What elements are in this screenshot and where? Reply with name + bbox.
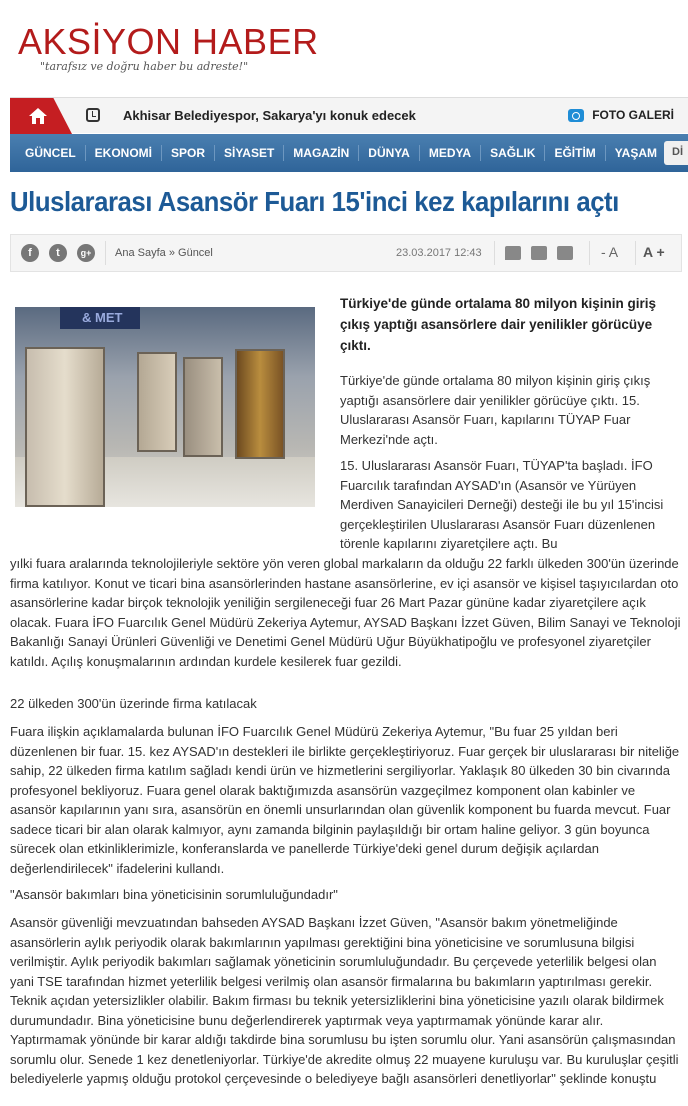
divider xyxy=(494,241,495,265)
article-subheading: "Asansör bakımları bina yöneticisinin sorumluluğundadır" xyxy=(10,887,338,902)
article-photo xyxy=(15,307,315,507)
breadcrumb-separator: » xyxy=(168,247,175,259)
nav-item-dunya[interactable]: DÜNYA xyxy=(359,145,420,161)
elevator-door xyxy=(25,347,105,507)
divider xyxy=(589,241,590,265)
font-smaller-button[interactable]: - A xyxy=(601,244,619,260)
nav-item-egitim[interactable]: EĞİTİM xyxy=(545,145,605,161)
news-ticker xyxy=(10,97,688,133)
article-date: 23.03.2017 12:43 xyxy=(396,247,482,259)
article-paragraph: Türkiye'de günde ortalama 80 milyon kişinin giriş çıkış yaptığı asansörlere dair yenilikler görücüye çıktı. 15. Uluslararası Asansör Fuarı, kapılarını TÜYAP Fuar Merkezi'nde açtı. xyxy=(340,373,651,447)
article-subheading: 22 ülkeden 300'ün üzerinde firma katılacak xyxy=(10,696,257,711)
nav-item-yasam[interactable]: YAŞAM xyxy=(606,145,667,161)
article-paragraph: Asansör güvenliği mevzuatından bahseden AYSAD Başkanı İzzet Güven, "Asansör bakım yönetmeliğinde asansörlerin aylık periyodik olarak bakımlarının yapılması gerektiğini bina yöneticisine ve sorumlusuna bilgisi verilmiştir. Aylık periyodik bakımları sağlamak yöneticinin sorumluluğundadır. Bu çerçevede yeterlilik belgesi olan yani TSE tarafından hizmet yeterlilik belgesi verilmiş olan asansör firmalarına bu bakımların yaptırılması gerekir. Teknik açıdan yetersizlikler olabilir. Bakım firması bu teknik yetersizliklerini bina yöneticisine yazılı olarak bildirmek durumundadır. Bina yöneticisine bunu değerlendirerek yaptırmak veya yaptırmamak yönünde karar alır. Yaptırmamak yönünde bir karar aldığı takdirde bina sorumlusu bu işten sorumlu olur. Yani asansörün çalışmasından sorumlu olur. Senede 1 kez denetleniyorlar. Türkiye'de akredite olmuş 22 muayene kuruluşu var. Bu kuruluşlar çeşitli belediyelerle yapmış olduğu protokol çerçevesinde o belediyeye bağlı asansörleri denetliyorlar" şeklinde konuştu xyxy=(10,915,679,1086)
twitter-icon[interactable]: t xyxy=(49,244,67,262)
nav-item-saglik[interactable]: SAĞLIK xyxy=(481,145,545,161)
nav-item-magazin[interactable]: MAGAZİN xyxy=(284,145,359,161)
article-lead: Türkiye'de günde ortalama 80 milyon kişinin giriş çıkış yaptığı asansörlere dair yenilikler görücüye çıktı. xyxy=(340,296,657,353)
photo-sign: & MET xyxy=(60,307,140,329)
logo-text[interactable]: AKSİYON HABER xyxy=(18,21,319,62)
camera-icon xyxy=(568,109,584,122)
site-slogan: "tarafsız ve doğru haber bu adreste!" xyxy=(40,60,249,73)
breadcrumb-section[interactable]: Güncel xyxy=(178,247,213,259)
breadcrumb xyxy=(115,247,213,259)
site-header xyxy=(0,0,688,97)
clock-icon xyxy=(86,108,100,122)
elevator-door xyxy=(235,349,285,459)
main-nav xyxy=(10,134,688,172)
comment-icon[interactable] xyxy=(505,246,521,260)
nav-item-siyaset[interactable]: SİYASET xyxy=(215,145,284,161)
breadcrumb-home[interactable]: Ana Sayfa xyxy=(115,247,166,259)
nav-item-medya[interactable]: MEDYA xyxy=(420,145,481,161)
article-toolbar xyxy=(10,234,682,272)
article-title: Uluslararası Asansör Fuarı 15'inci kez kapılarını açtı xyxy=(10,186,619,217)
font-bigger-button[interactable]: A + xyxy=(643,244,665,260)
divider xyxy=(105,241,106,265)
facebook-icon[interactable]: f xyxy=(21,244,39,262)
google-plus-icon[interactable]: g+ xyxy=(77,244,95,262)
nav-item-guncel[interactable]: GÜNCEL xyxy=(16,145,86,161)
article-paragraph: yılki fuara aralarında teknolojileriyle sektöre yön veren global markaların da olduğu 22 farklı ülkeden 300'ün üzerinde firma katılıyor. Konut ve ticari bina asansörlerinden hastane asansörlerine, ev içi asansör ve kişisel taşıyıcılardan oto asansörlerine kadar birçok teknolojik yeniliğin sergileneceği fuar 26 Mart Pazar gününe kadar ziyaretçilere açık olacak. Fuara İFO Fuarcılık Genel Müdürü Zekeriya Aytemur, AYSAD Başkanı İzzet Güven, Bilim Sanayi ve Teknoloji Bakanlığı Sanayi Ürünleri Güvenliği ve Denetimi Genel Müdürü Uğur Büyükhatipoğlu ve profesyonel ziyaretçiler katıldı. Açılış konuşmalarının ardından kurdele kesilerek fuar gezildi. xyxy=(10,556,681,669)
photo-gallery-label: FOTO GALERİ xyxy=(592,108,674,122)
nav-item-ekonomi[interactable]: EKONOMİ xyxy=(86,145,162,161)
elevator-door xyxy=(137,352,177,452)
email-icon[interactable] xyxy=(531,246,547,260)
photo-gallery-link[interactable] xyxy=(568,108,674,122)
print-icon[interactable] xyxy=(557,246,573,260)
site-logo[interactable] xyxy=(18,22,319,73)
elevator-door xyxy=(183,357,223,457)
ticker-headline[interactable]: Akhisar Belediyespor, Sakarya'yı konuk edecek xyxy=(123,108,416,123)
divider xyxy=(635,241,636,265)
nav-item-spor[interactable]: SPOR xyxy=(162,145,215,161)
home-button[interactable] xyxy=(10,98,72,134)
nav-more-button[interactable]: Dİ xyxy=(664,141,688,165)
home-icon xyxy=(28,107,48,125)
article-paragraph: Fuara ilişkin açıklamalarda bulunan İFO Fuarcılık Genel Müdürü Zekeriya Aytemur, "Bu fuar 25 yıldan beri düzenlenen bir fuar. 15. kez AYSAD'ın destekleri ile birlikte gerçekleştiriyoruz. Fuar gerçek bir uluslararası bir niteliğe sahip, 22 ülkeden firma katılım sağladı kendi ürün ve hizmetlerini sergiliyorlar. Yaklaşık 80 ülkeden 30 bin civarında profesyonel bekliyoruz. Fuara genel olarak baktığımızda asansörün vazgeçilmez komponent olan kabinler ve asansör kapılarının yanı sıra, asansörün en önemli unsurlarından olan güvenlik komponent bu fuarda mevcut. Fuar sadece ticari bir alan olarak kalmıyor, aynı zamanda bilginin paylaşıldığı bir ortam haline geliyor. 3 gün boyunca sürecek olan etkinliklerimizle, konferanslarda ve panellerde Türkiye'deki genel durum değişik açılardan değerlendirilecek" ifadelerini kullandı. xyxy=(10,724,680,876)
article-paragraph: 15. Uluslararası Asansör Fuarı, TÜYAP'ta başladı. İFO Fuarcılık tarafından AYSAD'ın (Asansör ve Yürüyen Merdiven Sanayicileri Derneği) desteği ile bu yıl 15'incisi gerçekleştirilen Uluslararası Asansör Fuarı düzenlenen törenle kapılarını ziyaretçilere açtı. Bu xyxy=(340,458,664,551)
